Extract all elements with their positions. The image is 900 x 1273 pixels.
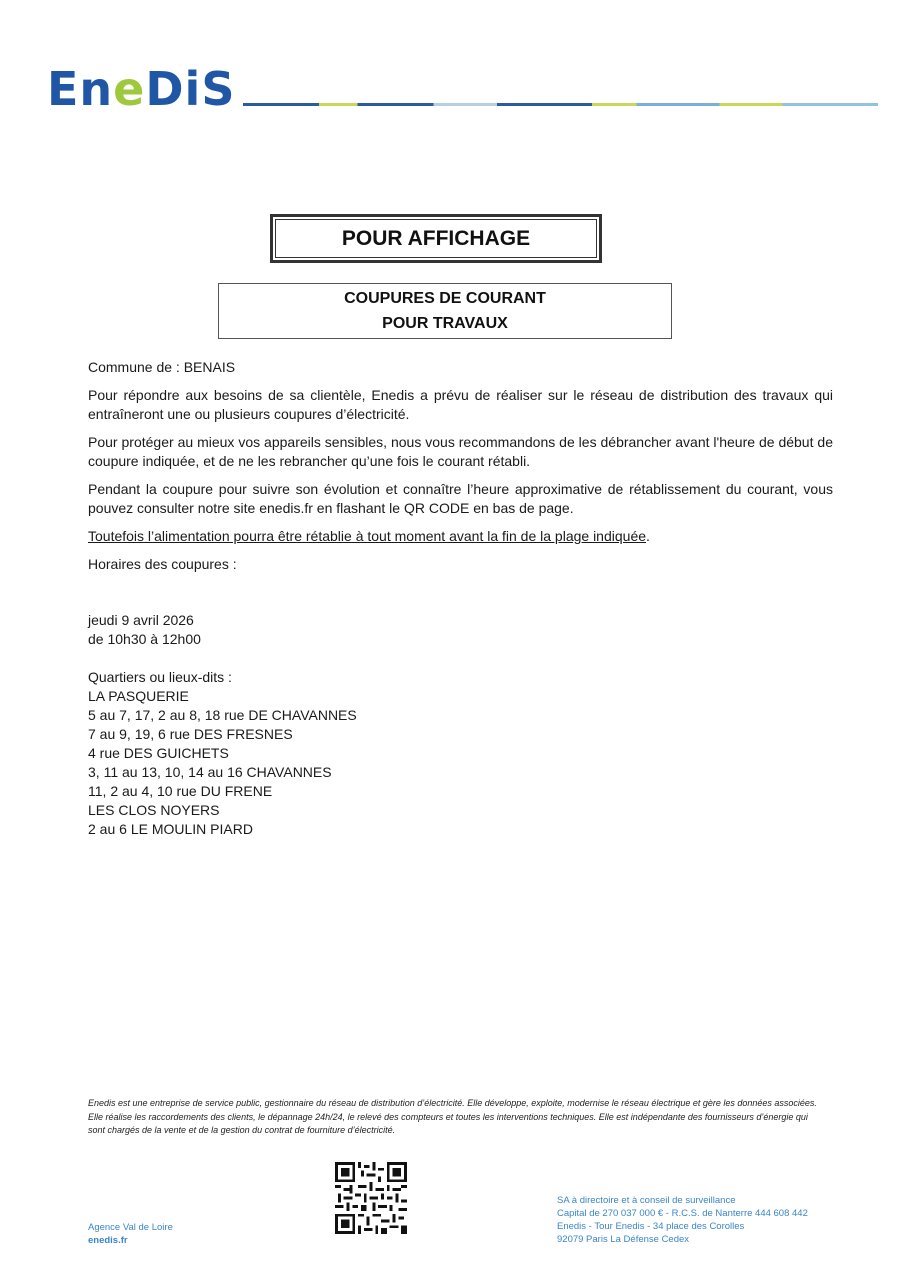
subtitle-line2: POUR TRAVAUX [382, 315, 508, 332]
paragraph-works: Pour répondre aux besoins de sa clientèle, Enedis a prévu de réaliser sur le réseau de distribution des travaux qui entraîneront une ou plusieurs coupures d’électricité. [88, 387, 833, 422]
schedule-label: Horaires des coupures : [88, 556, 237, 572]
legal-line: 92079 Paris La Défense Cedex [557, 1234, 690, 1245]
warning-text: Toutefois l’alimentation pourra être rétablie à tout moment avant la fin de la plage indiquée [88, 528, 647, 544]
enedis-logo [47, 62, 236, 116]
header-divider [243, 103, 878, 106]
paragraph-qr-info: Pendant la coupure pour suivre son évolution et connaître l’heure approximative de rétablissement du courant, vous pouvez consulter notre site enedis.fr en flashant le QR CODE en bas de page. [88, 481, 833, 516]
footer-disclaimer: Enedis est une entreprise de service public, gestionnaire du réseau de distribution d’électricité. Elle développe, exploite, modernise le réseau électrique et gère les données associées. Elle réalise les raccordements des clients, le dépannage 24h/24, le relevé des compteurs et toutes les interventions techniques. Elle est indépendante des fournisseurs d’énergie qui sont chargés de la vente et de la gestion du contrat de fourniture d’électricité. [88, 1098, 817, 1135]
agency-name: Agence Val de Loire [88, 1222, 173, 1233]
location-item: 2 au 6 LE MOULIN PIARD [88, 821, 253, 837]
agency-info [88, 1221, 173, 1247]
legal-line: Capital de 270 037 000 € - R.C.S. de Nanterre 444 608 442 [557, 1208, 808, 1219]
logo-text-e: e [113, 62, 146, 116]
commune-line: Commune de : BENAIS [88, 359, 236, 375]
legal-line: SA à directoire et à conseil de surveillance [557, 1195, 736, 1206]
subtitle-line1: COUPURES DE COURANT [344, 290, 546, 307]
notice-title-box [270, 214, 602, 263]
subtitle-box [218, 283, 672, 339]
legal-line: Enedis - Tour Enedis - 34 place des Corolles [557, 1221, 745, 1232]
schedule-time: de 10h30 à 12h00 [88, 631, 201, 647]
location-item: 11, 2 au 4, 10 rue DU FRENE [88, 783, 273, 799]
legal-info [557, 1194, 808, 1246]
location-item: 5 au 7, 17, 2 au 8, 18 rue DE CHAVANNES [88, 707, 357, 723]
location-item: LES CLOS NOYERS [88, 802, 220, 818]
locations-label: Quartiers ou lieux-dits : [88, 669, 232, 685]
logo-text-en: En [47, 62, 114, 116]
website-link[interactable]: enedis.fr [88, 1235, 128, 1246]
location-item: 7 au 9, 19, 6 rue DES FRESNES [88, 726, 293, 742]
paragraph-devices: Pour protéger au mieux vos appareils sensibles, nous vous recommandons de les débrancher avant l'heure de début de coupure indiquée, et de ne les rebrancher qu’une fois le courant rétabli. [88, 434, 833, 469]
location-item: 4 rue DES GUICHETS [88, 745, 229, 761]
qr-code-icon[interactable] [335, 1162, 407, 1234]
schedule-date: jeudi 9 avril 2026 [88, 612, 194, 628]
notice-title: POUR AFFICHAGE [341, 226, 531, 250]
logo-text-dis: DiS [145, 62, 236, 116]
notice-body [88, 358, 833, 839]
location-item: 3, 11 au 13, 10, 14 au 16 CHAVANNES [88, 764, 332, 780]
warning-line [88, 527, 833, 546]
warning-period: . [646, 528, 650, 544]
location-item: LA PASQUERIE [88, 688, 189, 704]
